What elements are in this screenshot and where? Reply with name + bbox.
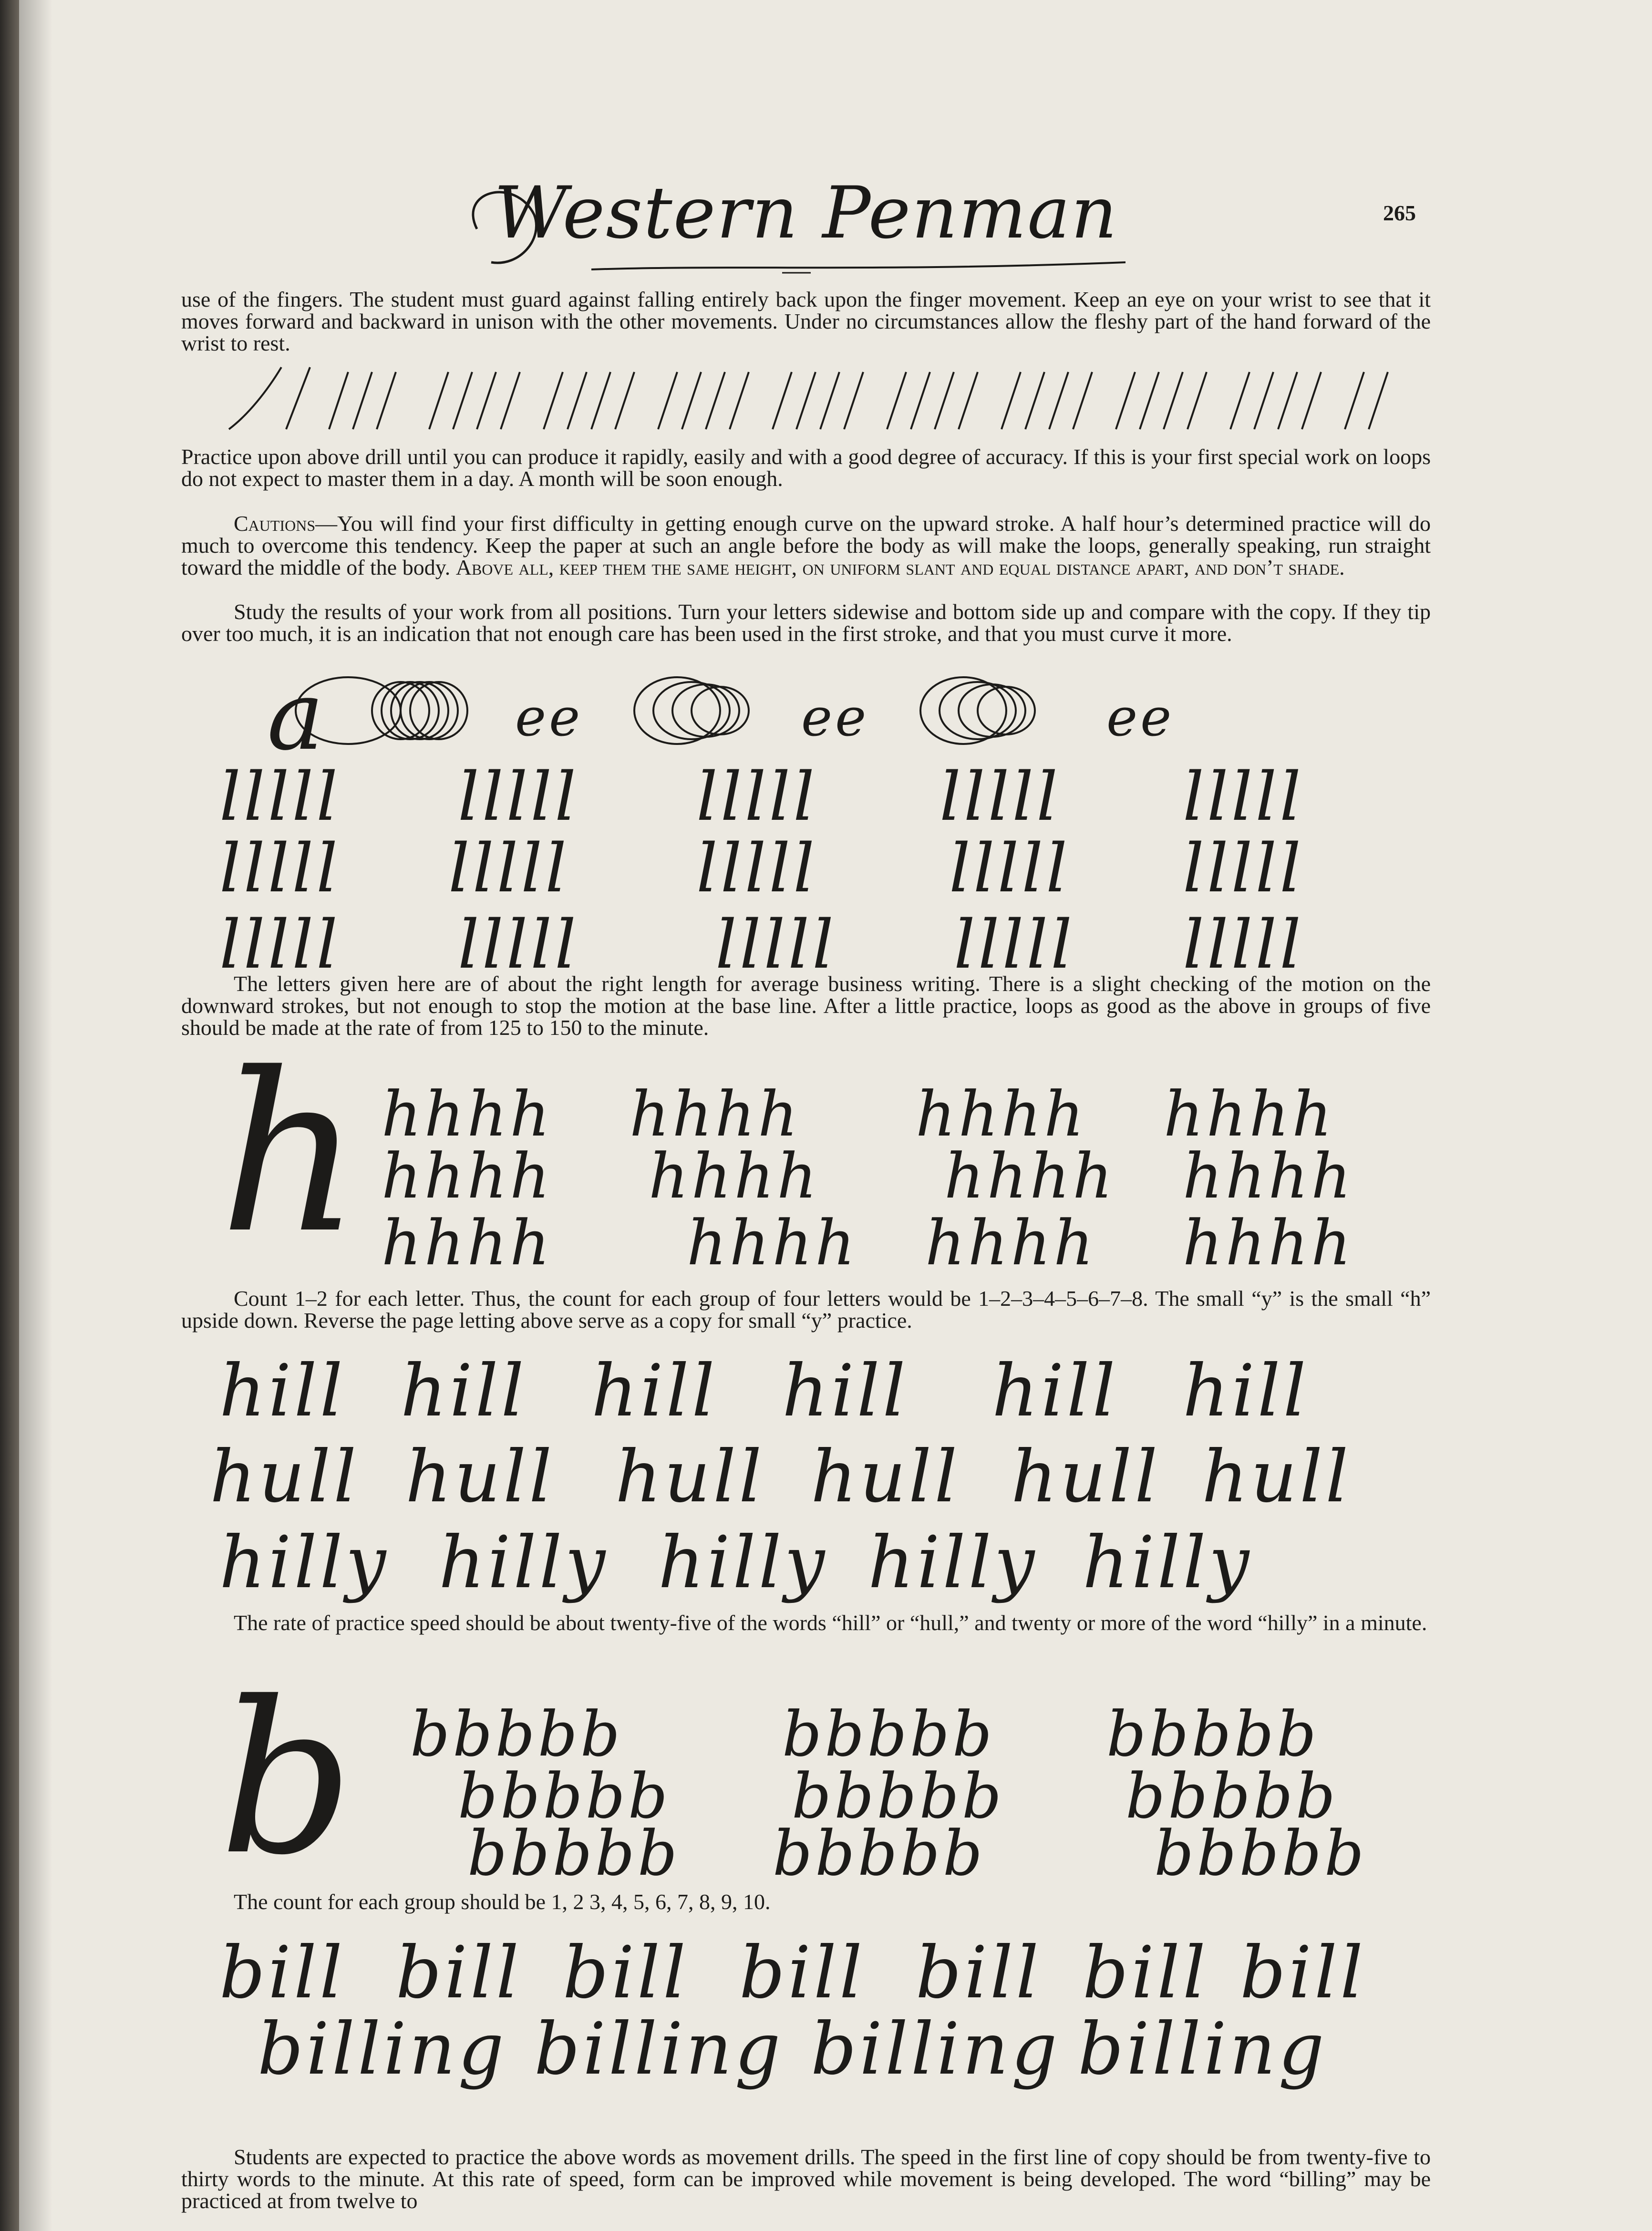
h-group: hhhh — [382, 1078, 553, 1150]
hull-word: hull — [615, 1436, 765, 1518]
b-group: bbbbb — [467, 1817, 681, 1890]
book-spine — [0, 0, 19, 2231]
script-e-group-3: ee — [1106, 687, 1175, 748]
paragraph-7: The rate of practice speed should be about twenty-five of the words “hill” or “hull,” and twenty or more of the word “hilly” in a minute. — [234, 1611, 1427, 1635]
paragraph-9: Students are expected to practice the above words as movement drills. The speed in the first line of copy should be from twenty-five to thirty words to the minute. At this rate of speed, form can be improved while movement is being developed. The word “billing” may be practiced at from twelve to — [181, 2145, 1431, 2213]
hilly-word: hilly — [658, 1521, 828, 1604]
b-group: bbbbb — [410, 1698, 623, 1770]
h-group: hhhh — [916, 1078, 1087, 1150]
l-group: lllll — [940, 758, 1061, 836]
h-group: hhhh — [630, 1078, 801, 1150]
l-group: lllll — [954, 906, 1075, 984]
h-group: hhhh — [1183, 1207, 1354, 1279]
b-group: bbbbb — [1125, 1760, 1339, 1832]
cautions-body: —You will find your first difficulty in getting enough curve on the upward stroke. A half hour’s determined practice will do much to overcome this tendency. Keep the paper at such an angle before the body as will make the loops, generally speaking, run straight toward the middle of the body. — [181, 511, 1431, 579]
script-a: a — [267, 661, 324, 772]
script-e-group-1: ee — [515, 687, 583, 748]
l-group: lllll — [1183, 758, 1304, 836]
bill-word: bill — [739, 1931, 865, 2014]
page-gutter-shadow — [19, 0, 52, 2231]
l-group: lllll — [219, 758, 341, 836]
h-group: hhhh — [687, 1207, 858, 1279]
book-page — [19, 0, 1652, 2231]
hull-word: hull — [405, 1436, 555, 1518]
billing-word: billing — [534, 2008, 784, 2091]
hull-word: hull — [811, 1436, 960, 1518]
l-group: lllll — [219, 906, 341, 984]
page-number: 265 — [1383, 201, 1416, 225]
hill-word: hill — [401, 1350, 527, 1433]
h-group: hhhh — [382, 1140, 553, 1212]
bill-word: bill — [219, 1931, 345, 2014]
billing-word: billing — [1078, 2008, 1327, 2091]
paragraph-1: use of the fingers. The student must guard against falling entirely back upon the finger movement. Keep an eye on your wrist to see that it moves forward and backward in unison with the other movements. Under no circumstances allow the fleshy part of the hand forward of the wrist to rest. — [181, 287, 1431, 355]
hill-word: hill — [782, 1350, 909, 1433]
l-group: lllll — [1183, 830, 1304, 908]
hilly-word: hilly — [439, 1521, 609, 1604]
paragraph-2: Practice upon above drill until you can produce it rapidly, easily and with a good degree of accuracy. If this is your first special work on loops do not expect to master them in a day. A month will be soon enough. — [181, 444, 1431, 491]
h-group: hhhh — [925, 1207, 1096, 1279]
bill-word: bill — [563, 1931, 689, 2014]
hilly-word: hilly — [1083, 1521, 1252, 1604]
paragraph-3 — [181, 513, 1431, 578]
hill-word: hill — [591, 1350, 718, 1433]
bill-word: bill — [1240, 1931, 1366, 2014]
hilly-word: hilly — [868, 1521, 1038, 1604]
l-group: lllll — [949, 830, 1070, 908]
hull-word: hull — [210, 1436, 360, 1518]
l-group: lllll — [448, 830, 569, 908]
paragraph-6: Count 1–2 for each letter. Thus, the count for each group of four letters would be 1–2–3–4–5–6–7–8. The small “y” is the small “h” upside down. Reverse the page letting above serve as a copy for small “y” practice. — [181, 1286, 1431, 1332]
bill-word: bill — [1083, 1931, 1208, 2014]
paragraph-8: The count for each group should be 1, 2 3, 4, 5, 6, 7, 8, 9, 10. — [234, 1890, 771, 1914]
billing-word: billing — [811, 2008, 1060, 2091]
masthead-title: Western Penman — [494, 172, 1118, 255]
hilly-word: hilly — [219, 1521, 389, 1604]
paragraph-4: Study the results of your work from all positions. Turn your letters sidewise and bottom side up and compare with the copy. If they tip over too much, it is an indication that not enough care has been used in the first stroke, and that you must curve it more. — [181, 599, 1431, 646]
h-group: hhhh — [382, 1207, 553, 1279]
bill-word: bill — [916, 1931, 1042, 2014]
h-group: hhhh — [1164, 1078, 1335, 1150]
hull-word: hull — [1011, 1436, 1161, 1518]
b-group: bbbbb — [1154, 1817, 1367, 1890]
script-e-group-2: ee — [801, 687, 869, 748]
l-group: lllll — [458, 758, 579, 836]
script-h-large: h — [219, 1026, 361, 1281]
h-group: hhhh — [649, 1140, 820, 1212]
l-group: lllll — [1183, 906, 1304, 984]
l-group: lllll — [696, 758, 817, 836]
bill-word: bill — [396, 1931, 522, 2014]
b-group: bbbbb — [773, 1817, 986, 1890]
h-group: hhhh — [944, 1140, 1115, 1212]
hull-word: hull — [1202, 1436, 1352, 1518]
l-group: lllll — [219, 830, 341, 908]
h-group: hhhh — [1183, 1140, 1354, 1212]
script-b-large: b — [219, 1657, 354, 1901]
b-group: bbbbb — [1106, 1698, 1320, 1770]
b-group: bbbbb — [782, 1698, 995, 1770]
paragraph-5: The letters given here are of about the right length for average business writing. There is a slight checking of the motion on the downward strokes, but not enough to stop the motion at the base line. After a little practice, loops as good as the above in groups of five should be made at the rate of from 125 to 150 to the minute. — [181, 971, 1431, 1040]
hill-word: hill — [992, 1350, 1118, 1433]
b-group: bbbbb — [792, 1760, 1005, 1832]
cautions-lead: Cautions — [234, 511, 316, 536]
masthead — [448, 172, 1164, 281]
drill-push-pull-strokes — [219, 362, 1412, 434]
l-group: lllll — [715, 906, 836, 984]
hill-word: hill — [1183, 1350, 1309, 1433]
hill-word: hill — [219, 1350, 346, 1433]
l-group: lllll — [458, 906, 579, 984]
l-group: lllll — [696, 830, 817, 908]
cautions-caps: Above all, keep them the same height, on uniform slant and equal distance apart, and don’t shade. — [455, 555, 1345, 579]
billing-word: billing — [258, 2008, 507, 2091]
b-group: bbbbb — [458, 1760, 671, 1832]
